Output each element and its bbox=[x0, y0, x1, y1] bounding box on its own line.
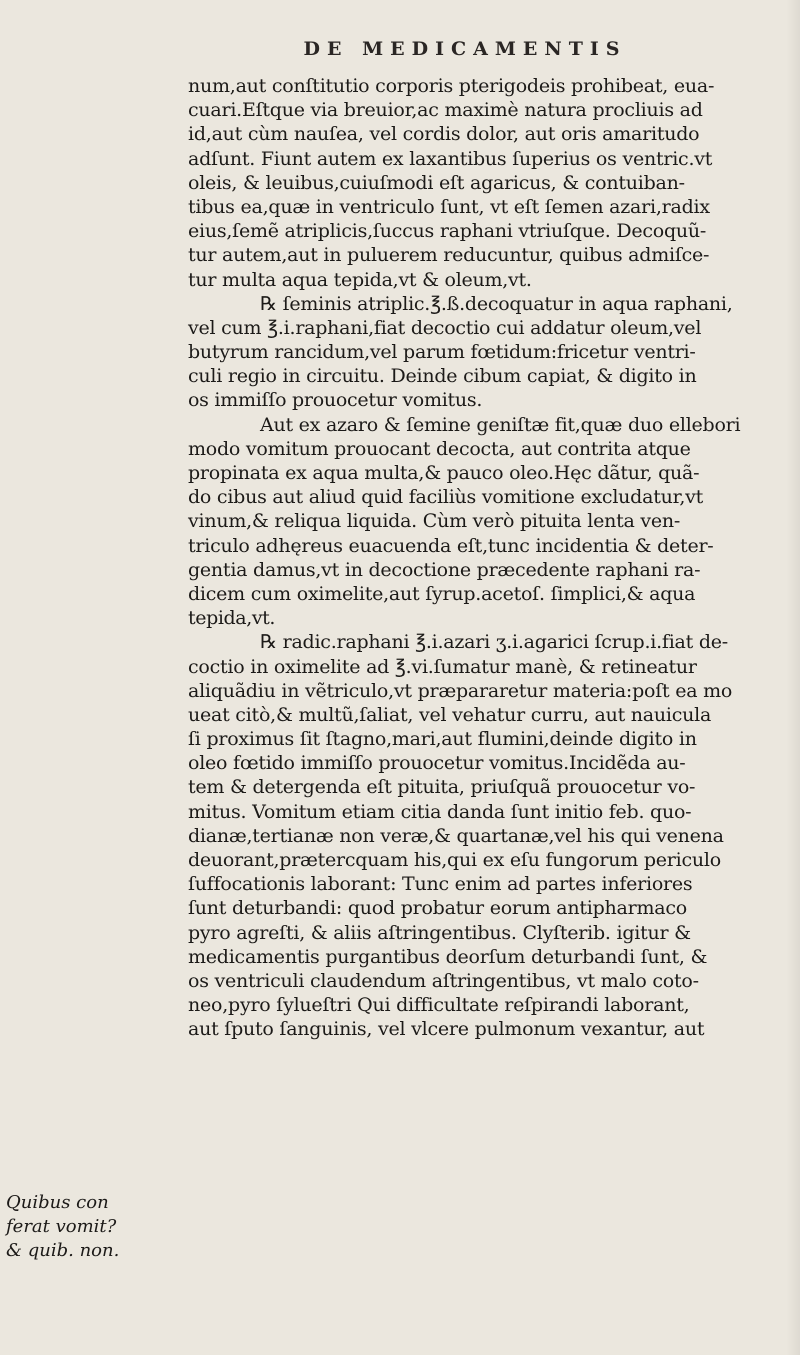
text-line: aliquãdiu in vẽtriculo,vt præpararetur materia:poſt ea mo bbox=[188, 679, 733, 702]
text-line: aut ſputo ſanguinis, vel vlcere pulmonum vexantur, aut bbox=[188, 1018, 705, 1041]
text-line: oleis, & leuibus,cuiuſmodi eſt agaricus, & contuiban- bbox=[188, 171, 685, 194]
text-line: eius,ſemẽ atriplicis,ſuccus raphani vtriuſque. Decoquũ- bbox=[188, 220, 707, 243]
text-line: Aut ex azaro & ſemine geniſtæ fit,quæ duo ellebori bbox=[260, 413, 741, 436]
text-line: tem & detergenda eſt pituita, priuſquã prouocetur vo- bbox=[188, 776, 696, 799]
text-line: medicamentis purgantibus deorſum deturbandi ſunt, & bbox=[188, 945, 708, 968]
text-line: vel cum ℥.i.raphani,fiat decoctio cui addatur oleum,vel bbox=[188, 316, 702, 339]
text-line: ſunt deturbandi: quod probatur eorum antipharmaco bbox=[188, 897, 687, 920]
text-line: culi regio in circuitu. Deinde cibum capiat, & digito in bbox=[188, 365, 697, 388]
margin-note-line: Quibus con bbox=[6, 1192, 109, 1213]
text-line: propinata ex aqua multa,& pauco oleo.Hęc dãtur, quã- bbox=[188, 462, 700, 484]
text-line: tibus ea,quæ in ventriculo ſunt, vt eſt ſemen azari,radix bbox=[188, 195, 710, 218]
text-line: neo,pyro ſylueſtri Qui difficultate reſpirandi laborant, bbox=[188, 994, 690, 1017]
text-line: triculo adhęreus euacuenda eſt,tunc incidentia & deter- bbox=[188, 534, 714, 557]
margin-note-line: & quib. non. bbox=[6, 1240, 120, 1262]
page-edge-shadow bbox=[786, 0, 800, 1355]
text-line: dianæ,tertianæ non veræ,& quartanæ,vel his qui venena bbox=[188, 824, 724, 847]
text-line: butyrum rancidum,vel parum fœtidum:fricetur ventri- bbox=[188, 341, 696, 364]
text-line: id,aut cùm nauſea, vel cordis dolor, aut oris amaritudo bbox=[188, 123, 700, 146]
text-line: tepida,vt. bbox=[188, 607, 276, 630]
text-line: vinum,& reliqua liquida. Cùm verò pituita lenta ven- bbox=[188, 510, 681, 533]
text-line: cuari.Eſtque via breuior,ac maximè natura procliuis ad bbox=[188, 99, 703, 122]
text-line: coctio in oximelite ad ℥.vi.ſumatur manè, & retineatur bbox=[188, 655, 697, 678]
text-line: ℞ ſeminis atriplic.℥.ß.decoquatur in aqua raphani, bbox=[260, 292, 733, 315]
text-line: ℞ radic.raphani ℥.i.azari ʒ.i.agarici ſcrup.i.fiat de- bbox=[260, 631, 728, 654]
text-line: num,aut conſtitutio corporis pterigodeis prohibeat, eua- bbox=[188, 75, 715, 97]
text-line: os ventriculi claudendum aſtringentibus, vt malo coto- bbox=[188, 969, 699, 992]
text-line: deuorant,prætercquam his,qui ex eſu fungorum periculo bbox=[188, 849, 721, 871]
text-line: tur multa aqua tepida,vt & oleum,vt. bbox=[188, 268, 532, 291]
text-line: oleo fœtido immiſſo prouocetur vomitus.Incidẽda au- bbox=[188, 752, 686, 775]
margin-note bbox=[6, 1191, 184, 1264]
text-line: pyro agreſti, & aliis aſtringentibus. Clyſterib. igitur & bbox=[188, 921, 691, 944]
margin-note-line: ferat vomit? bbox=[6, 1216, 117, 1238]
body-text bbox=[188, 74, 798, 1042]
text-line: adſunt. Fiunt autem ex laxantibus ſuperius os ventric.vt bbox=[188, 147, 713, 170]
text-line: os immiſſo prouocetur vomitus. bbox=[188, 389, 483, 412]
text-line: ſi proximus ſit ſtagno,mari,aut flumini,deinde digito in bbox=[188, 728, 697, 751]
text-line: tur autem,aut in puluerem reducuntur, quibus admiſce- bbox=[188, 244, 710, 267]
text-line: modo vomitum prouocant decocta, aut contrita atque bbox=[188, 437, 691, 460]
text-line: dicem cum oximelite,aut ſyrup.acetoſ. ſimplici,& aqua bbox=[188, 582, 696, 605]
text-line: ſuffocationis laborant: Tunc enim ad partes inferiores bbox=[188, 873, 693, 896]
text-line: ueat citò,& multũ,ſaliat, vel vehatur curru, aut nauicula bbox=[188, 703, 712, 726]
text-line: do cibus aut aliud quid faciliùs vomitione excludatur,vt bbox=[188, 486, 704, 509]
running-header: DE MEDICAMENTIS bbox=[303, 38, 627, 60]
text-line: mitus. Vomitum etiam citia danda ſunt initio feb. quo- bbox=[188, 800, 692, 823]
text-line: gentia damus,vt in decoctione præcedente raphani ra- bbox=[188, 558, 701, 581]
